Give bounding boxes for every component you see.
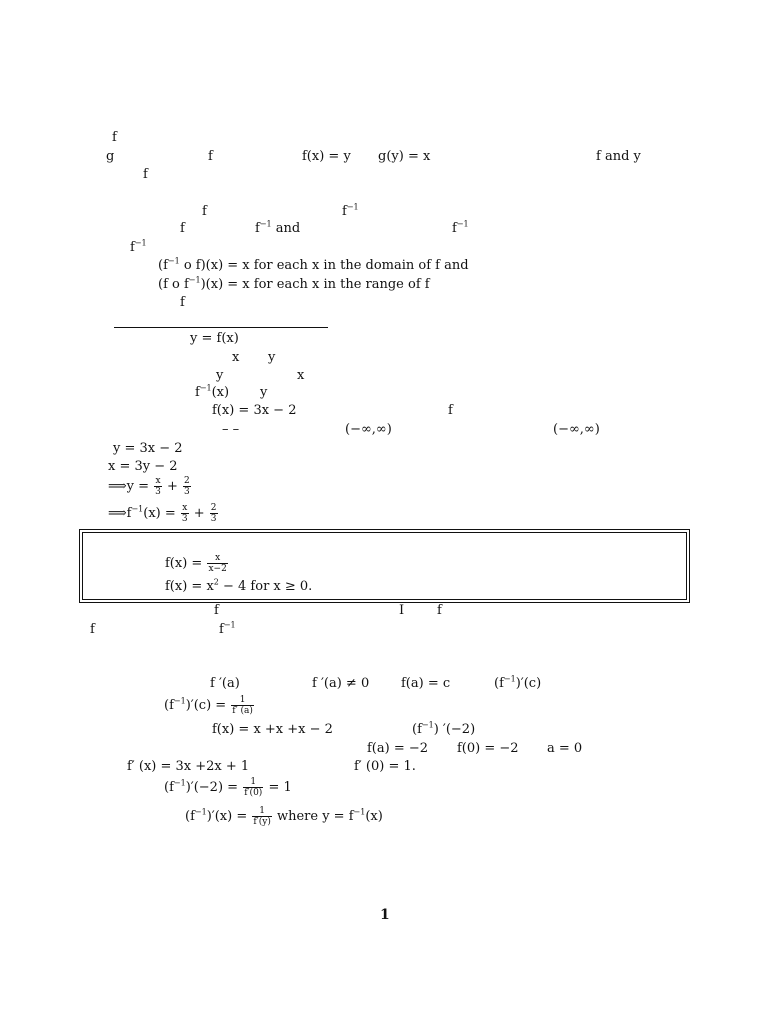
text-f: f	[208, 149, 213, 164]
page-number: 1	[380, 907, 390, 923]
result-inverse-derivative: $(f^{-1})'(-2)$ = $\frac{1}{f'(0)}$ = 1	[164, 777, 292, 798]
text-x: x	[232, 350, 240, 365]
text-f: f	[437, 603, 442, 618]
derivative-f-prime-x: f′ (x) = 3x +2x + 1	[127, 759, 250, 774]
text-y: y	[260, 385, 268, 400]
text-y: y	[216, 368, 224, 383]
equation-a-0: a = 0	[547, 741, 583, 756]
text-f: f	[90, 622, 95, 637]
condition-f-prime-nonzero: f ′(a) ≠ 0	[312, 676, 370, 691]
section-rule	[114, 327, 328, 328]
text-f-prime-a: f ′(a)	[210, 676, 240, 691]
text-x: x	[297, 368, 305, 383]
equation-y-fx: y = f(x)	[190, 331, 239, 346]
text-f: f	[202, 204, 207, 219]
exercise-fx-2: $f(x) = x^2 - 4$ for x ≥ 0.	[165, 577, 313, 594]
composition-identity-range: (f o $f^{-1})(x) = x$ for each x in the range of f	[158, 275, 430, 292]
text-inverse-derivative-c: $(f^{-1})'(c)$	[494, 674, 542, 691]
text-f-inverse: $f^{-1}$	[219, 620, 236, 637]
equation-fa-minus2: f(a) = −2	[367, 741, 429, 756]
text-y: y	[268, 350, 276, 365]
text-f-inverse-and: $f^{-1}$ and	[255, 219, 301, 236]
condition-fa-c: f(a) = c	[401, 676, 451, 691]
general-inverse-derivative: $(f^{-1})'(x)$ = $\frac{1}{f'(y)}$ where $y = f^{-1}(x)$	[185, 806, 383, 827]
text-f-inverse-x: $f^{-1}(x)$	[195, 383, 230, 400]
example-function-2: f(x) = x +x +x − 2	[212, 722, 333, 737]
interval-range: (−∞,∞)	[553, 422, 600, 437]
text-f-and-y: f and y	[596, 149, 641, 164]
equation-f0-minus2: f(0) = −2	[457, 741, 519, 756]
text-f: f	[214, 603, 219, 618]
text-f-inverse: $f^{-1}$	[342, 202, 359, 219]
equation-step-3: ⟹y = $\frac{x}{3}$ + $\frac{2}{3}$	[108, 476, 190, 497]
interval-domain: (−∞,∞)	[345, 422, 392, 437]
composition-identity-domain: ($f^{-1}$ o f)(x) = x for each x in the domain of f and	[158, 256, 469, 273]
example-function: f(x) = 3x − 2	[212, 403, 297, 418]
text-f: f	[180, 295, 185, 310]
text-g: g	[106, 149, 115, 164]
exercise-fx-1: f(x) = $\frac{x}{x-2}$	[165, 553, 227, 574]
dashes: – –	[222, 422, 240, 437]
inverse-derivative-formula: $(f^{-1})'(c)$ = $\frac{1}{f' (a)}$	[164, 695, 253, 716]
text-f: f	[112, 130, 117, 145]
text-f-inverse: $f^{-1}$	[452, 219, 469, 236]
equation-fx-y: f(x) = y	[302, 149, 351, 164]
text-I: I	[399, 603, 405, 618]
equation-gy-x: g(y) = x	[378, 149, 431, 164]
text-f-inverse: $f^{-1}$	[130, 238, 147, 255]
example-question: $(f^{-1})$ ′(−2)	[412, 720, 476, 737]
equation-step-1: y = 3x − 2	[113, 441, 183, 456]
text-f: f	[180, 221, 185, 236]
equation-step-4: $⟹f^{-1}(x)$ = $\frac{x}{3}$ + $\frac{2}{3}$	[108, 503, 217, 524]
text-f: f	[448, 403, 453, 418]
derivative-f-prime-0: f′ (0) = 1.	[354, 759, 416, 774]
text-f: f	[143, 167, 148, 182]
equation-step-2: x = 3y − 2	[108, 459, 178, 474]
